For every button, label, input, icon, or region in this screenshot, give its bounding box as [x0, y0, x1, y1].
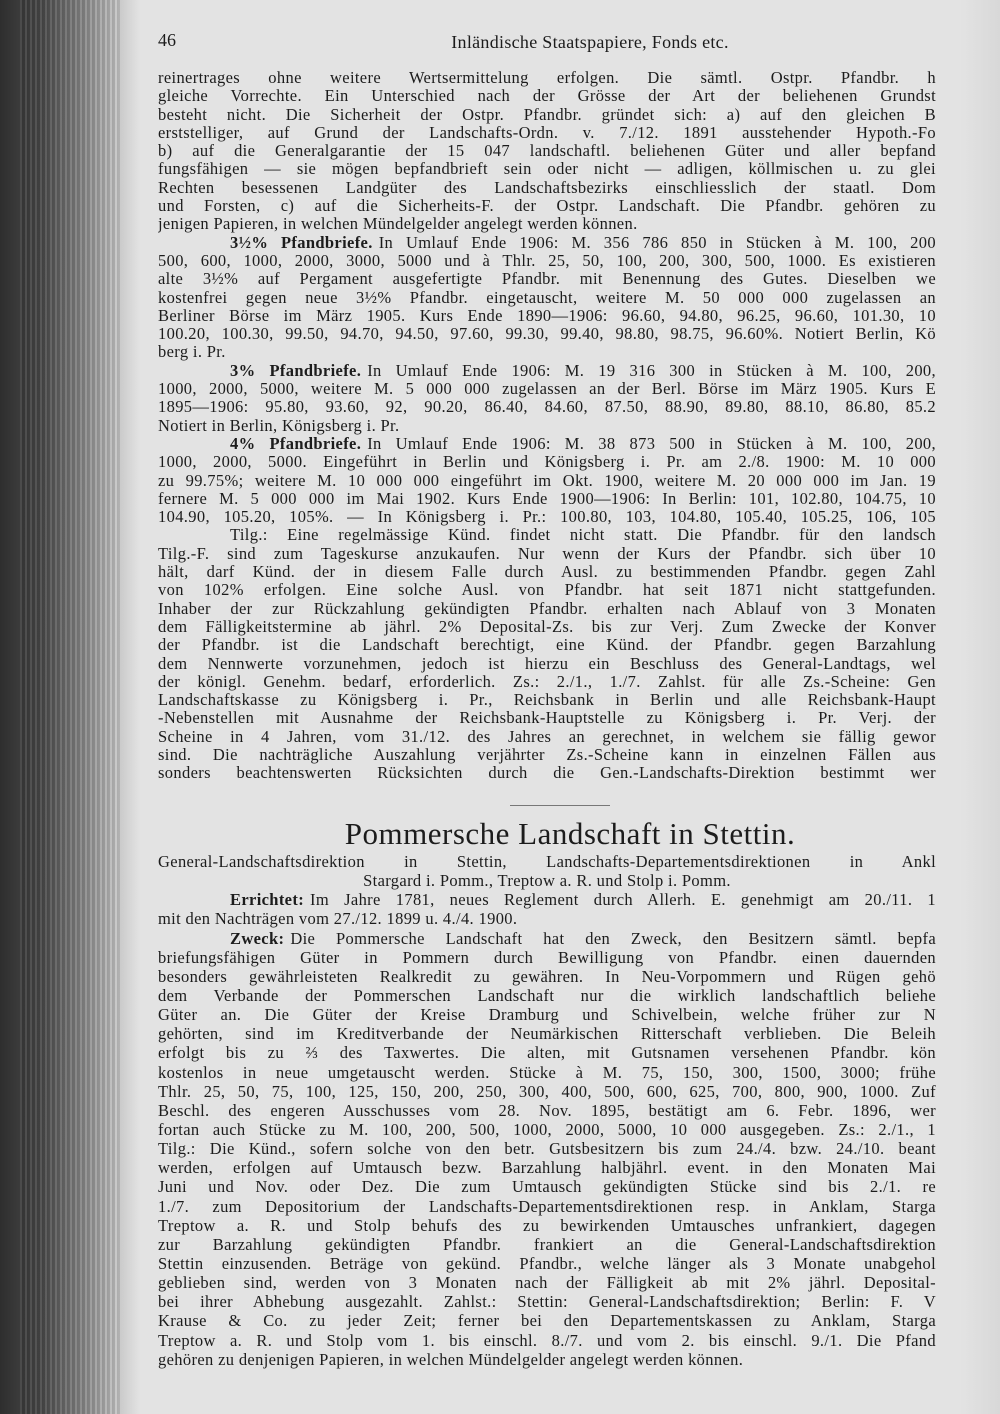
text-line — [158, 1043, 936, 1062]
text-line — [158, 871, 936, 890]
text-line — [158, 197, 936, 215]
book-gutter — [0, 0, 140, 1414]
text-line — [158, 142, 936, 160]
text-line — [158, 160, 936, 178]
text-line — [158, 234, 936, 252]
line-text: In Umlauf Ende 1906: M. 19 316 300 in Stücken à M. 100, 200, — [367, 361, 936, 380]
text-line — [158, 1158, 936, 1177]
line-text: dem Verbande der Pommerschen Landschaft nur die wirklich landschaftlich beliehe — [158, 985, 936, 1005]
text-line — [158, 215, 936, 233]
line-text: Treptow a. R. und Stolp vom 1. bis einschl. 8./7. und vom 2. bis einschl. 9./1. Die Pfand — [158, 1330, 936, 1350]
line-text: besteht nicht. Die Sicherheit der Ostpr. Pfandbr. gründet sich: a) auf den gleichen B — [158, 105, 936, 124]
text-line — [158, 398, 936, 416]
text-line — [158, 890, 936, 909]
text-line — [158, 929, 936, 948]
line-text: 500, 600, 1000, 2000, 3000, 5000 und à Thlr. 25, 50, 100, 200, 300, 500, 1000. Es existieren — [158, 251, 936, 270]
line-text: besonders gewährleisteten Realkredit zu gewähren. In Neu-Vorpommern und Rügen gehö — [158, 966, 936, 986]
paragraph-heading: Zweck: — [230, 928, 285, 948]
text-line — [158, 472, 936, 490]
text-line — [158, 1273, 936, 1292]
page-right-edge — [960, 0, 1000, 1414]
line-text: -Nebenstellen mit Ausnahme der Reichsbank-Hauptstelle zu Königsberg i. Pr. Verj. der — [158, 709, 936, 728]
line-text: Beschl. des engeren Ausschusses vom 28. Nov. 1895, bestätigt am 6. Febr. 1896, wer — [158, 1100, 936, 1120]
line-text: erststelliger, auf Grund der Landschafts-Ordn. v. 7./12. 1891 ausstehender Hypoth.-Fo — [158, 123, 936, 142]
line-text: General-Landschaftsdirektion in Stettin, Landschafts-Departementsdirektionen in Ankl — [158, 852, 936, 871]
text-line — [158, 1101, 936, 1120]
line-text: und Forsten, c) auf die Sicherheits-F. der Ostpr. Landschaft. Die Pfandbr. gehören zu — [158, 197, 936, 216]
text-line — [158, 508, 936, 526]
text-line — [158, 986, 936, 1005]
paragraph-heading: Errichtet: — [230, 890, 305, 910]
text-line — [158, 1216, 936, 1235]
text-line — [158, 435, 936, 453]
line-text: werden, erfolgen auf Umtausch bezw. Barzahlung halbjährl. event. in den Monaten Mai — [158, 1158, 936, 1178]
line-text: sind. Die nachträgliche Auszahlung verjährter Zs.-Scheine kann in einzelnen Fällen aus — [158, 745, 936, 764]
line-text: briefungsfähigen Güter in Pommern durch Bewilligung von Pfandbr. einen dauernden — [158, 947, 936, 967]
text-line — [158, 1197, 936, 1216]
line-text: zu 99.75%; weitere M. 10 000 000 eingeführt im Okt. 1900, weitere M. 20 000 000 im Jan. 19 — [158, 471, 936, 490]
line-text: fungsfähigen — sie mögen bepfandbrieft sein oder nicht — adligen, köllmischen u. zu glei — [158, 160, 936, 179]
line-text: kostenlos in neue umgetauscht werden. Stücke à M. 75, 150, 300, 1500, 3000; frühe — [158, 1062, 936, 1082]
text-line — [158, 600, 936, 618]
text-line — [158, 69, 936, 87]
text-line — [158, 325, 936, 343]
line-text: Berliner Börse im März 1905. Kurs Ende 1890—1906: 96.60, 94.80, 96.25, 96.60, 101.30, 10 — [158, 306, 936, 325]
running-title: Inländische Staatspapiere, Fonds etc. — [451, 32, 729, 52]
line-text: zur Barzahlung gekündigten Pfandbr. frankiert an die General-Landschaftsdirektion — [158, 1234, 936, 1254]
text-line — [158, 453, 936, 471]
text-line — [158, 179, 936, 197]
line-text: dem Nennwerte vorzunehmen, jedoch ist hierzu ein Beschluss des General-Landtags, wel — [158, 654, 936, 673]
text-line — [158, 636, 936, 654]
text-line — [158, 380, 936, 398]
text-line — [158, 362, 936, 380]
line-text: Tilg.: Die Künd., sofern solche von den betr. Gutsbesitzern bis zum 24./4. bzw. 24./10. beant — [158, 1139, 936, 1159]
text-line — [158, 289, 936, 307]
text-line — [158, 1139, 936, 1158]
text-line — [158, 1254, 936, 1273]
section-ostpreussische-pfandbriefe — [158, 69, 936, 783]
line-text: Tilg.: Eine regelmässige Künd. findet nicht statt. Die Pfandbr. für den landsch — [230, 526, 936, 545]
text-line — [158, 1311, 936, 1330]
line-text: fernere M. 5 000 000 im Mai 1902. Kurs Ende 1900—1906: In Berlin: 101, 102.80, 104.75, 10 — [158, 489, 936, 508]
text-line — [158, 709, 936, 727]
text-line — [158, 673, 936, 691]
line-text: In Umlauf Ende 1906: M. 356 786 850 in Stücken à M. 100, 200 — [378, 233, 936, 252]
line-text: Krause & Co. zu jeder Zeit; ferner bei den Departementskassen zu Anklam, Starga — [158, 1311, 936, 1331]
line-text: geblieben sind, werden von 3 Monaten nach der Fälligkeit ab mit 2% jährl. Deposital- — [158, 1273, 936, 1293]
text-line — [158, 417, 936, 435]
line-text: 1000, 2000, 5000, weitere M. 5 000 000 zugelassen an der Berl. Börse im März 1905. Kurs E — [158, 380, 936, 399]
line-text: Thlr. 25, 50, 75, 100, 125, 150, 200, 250, 300, 400, 500, 600, 625, 700, 800, 900, 1000. Zuf — [158, 1081, 936, 1101]
line-text: Juni und Nov. oder Dez. Die zum Umtausch gekündigten Stücke sind bis 2./1. re — [158, 1177, 936, 1197]
text-line — [158, 618, 936, 636]
text-line — [158, 909, 936, 928]
line-text: jenigen Papieren, in welchen Mündelgelder angelegt werden können. — [158, 215, 638, 234]
line-text: b) auf die Generalgarantie der 15 047 landschaftl. beliehenen Güter und aller bepfand — [158, 142, 936, 161]
line-text: kostenfrei gegen neue 3½% Pfandbr. eingetauscht, weitere M. 50 000 000 zugelassen an — [158, 288, 936, 307]
text-line — [158, 1177, 936, 1196]
text-line — [158, 1063, 936, 1082]
line-text: von 102% erfolgen. Eine solche Ausl. von Pfandbr. hat seit 1871 nicht stattgefunden. — [158, 581, 936, 600]
line-text: 1895—1906: 95.80, 93.60, 92, 90.20, 86.40, 84.60, 87.50, 88.90, 89.80, 88.10, 86.80, 85.2 — [158, 398, 936, 417]
line-text: alte 3½% auf Pergament ausgefertigte Pfandbr. mit Benennung des Gutes. Dieselben we — [158, 270, 936, 289]
section-pommersche-landschaft — [158, 852, 936, 1369]
line-text: Güter an. Die Güter der Kreise Dramburg und Schivelbein, welche früher zur N — [158, 1005, 936, 1025]
section-divider — [510, 805, 610, 806]
line-text: sonders beachtenswerten Rücksichten durch die Gen.-Landschafts-Direktion bestimmt wer — [158, 764, 936, 783]
text-line — [158, 1235, 936, 1254]
line-text: dem Fälligkeitstermine ab jährl. 2% Deposital-Zs. bis zur Verj. Zum Zwecke der Konver — [158, 617, 936, 636]
line-text: gehörten, sind im Kreditverbande der Neumärkischen Ritterschaft verblieben. Die Beleih — [158, 1024, 936, 1044]
line-text: 1000, 2000, 5000. Eingeführt in Berlin und Königsberg i. Pr. am 2./8. 1900: M. 10 000 — [158, 453, 936, 472]
line-text: erfolgt bis zu ⅔ des Taxwertes. Die alten, mit Gutsnamen versehenen Pfandbr. kön — [158, 1043, 936, 1063]
text-line — [158, 1005, 936, 1024]
line-text: Scheine in 4 Jahren, vom 31./12. des Jahres an gerechnet, in welchem sie fällig gewor — [158, 727, 936, 746]
text-line — [158, 852, 936, 871]
text-line — [158, 87, 936, 105]
line-text: gleiche Vorrechte. Ein Unterschied nach der Grösse der Art der beliehenen Grundst — [158, 87, 936, 106]
text-line — [158, 490, 936, 508]
line-text: Im Jahre 1781, neues Reglement durch Allerh. E. genehmigt am 20./11. 1 — [310, 890, 936, 910]
line-text: Tilg.-F. sind zum Tageskurse anzukaufen. Nur wenn der Kurs der Pfandbr. sich über 10 — [158, 544, 936, 563]
line-text: berg i. Pr. — [158, 343, 226, 362]
text-line — [158, 343, 936, 361]
line-text: hält, darf Künd. der in diesem Falle durch Ausl. zu bestimmenden Pfandbr. gegen Zahl — [158, 563, 936, 582]
text-line — [158, 1082, 936, 1101]
page-number: 46 — [158, 30, 176, 50]
line-text: Rechten besessenen Landgüter des Landschaftsbezirks einschliesslich der staatl. Dom — [158, 178, 936, 197]
text-line — [158, 1350, 936, 1369]
text-line — [158, 1120, 936, 1139]
line-text: Die Pommersche Landschaft hat den Zweck, den Besitzern sämtl. bepfa — [290, 928, 936, 948]
text-line — [158, 1024, 936, 1043]
text-line — [158, 1331, 936, 1350]
paragraph-heading: 4% Pfandbriefe. — [230, 434, 362, 453]
line-text: bei ihrer Abhebung ausgezahlt. Zahlst.: Stettin: General-Landschaftsdirektion; Berlin: F. V — [158, 1292, 936, 1312]
line-text: 104.90, 105.20, 105%. — In Königsberg i. Pr.: 100.80, 103, 104.80, 105.40, 105.25, 106, 105 — [158, 508, 936, 527]
line-text: der königl. Genehm. bedarf, erforderlich. Zs.: 2./1., 1./7. Zahlst. für alle Zs.-Scheine: Gen — [158, 672, 936, 691]
text-line — [158, 563, 936, 581]
text-line — [158, 106, 936, 124]
line-text: reinertrages ohne weitere Wertsermittelung erfolgen. Die sämtl. Ostpr. Pfandbr. h — [158, 69, 936, 87]
line-text: gehören zu denjenigen Papieren, in welchen Mündelgelder angelegt werden können. — [158, 1349, 744, 1369]
line-text: der Pfandbr. ist die Landschaft berechtigt, eine Künd. der Pfandbr. gegen Barzahlung — [158, 636, 936, 655]
line-text: Stargard i. Pomm., Treptow a. R. und Stolp i. Pomm. — [363, 871, 731, 891]
section-title: Pommersche Landschaft in Stettin. — [344, 816, 796, 851]
text-line — [158, 252, 936, 270]
line-text: 100.20, 100.30, 99.50, 94.70, 94.50, 97.60, 99.30, 99.40, 98.80, 98.75, 96.60%. Notiert Berlin, Kö — [158, 325, 936, 344]
line-text: Treptow a. R. und Stolp behufs des zu bewirkenden Umtausches unfrankiert, dagegen — [158, 1215, 936, 1235]
text-line — [158, 764, 936, 782]
text-line — [158, 691, 936, 709]
text-line — [158, 728, 936, 746]
text-line — [158, 967, 936, 986]
line-text: Stettin einzusenden. Beträge von gekünd. Pfandbr., welche länger als 3 Monate unabgehol — [158, 1253, 936, 1273]
paragraph-heading: 3% Pfandbriefe. — [230, 361, 362, 380]
text-line — [158, 746, 936, 764]
line-text: fortan auch Stücke zu M. 100, 200, 500, 1000, 2000, 5000, 10 000 ausgegeben. Zs.: 2./1., 1 — [158, 1119, 936, 1139]
text-line — [158, 655, 936, 673]
text-line — [158, 948, 936, 967]
line-text: mit den Nachträgen vom 27./12. 1899 u. 4./4. 1900. — [158, 909, 518, 929]
text-line — [158, 307, 936, 325]
paragraph-heading: 3½% Pfandbriefe. — [230, 233, 373, 252]
line-text: Notiert in Berlin, Königsberg i. Pr. — [158, 416, 400, 435]
line-text: In Umlauf Ende 1906: M. 38 873 500 in Stücken à M. 100, 200, — [367, 434, 936, 453]
line-text: Landschaftskasse zu Königsberg i. Pr., Reichsbank in Berlin und alle Reichsbank-Haupt — [158, 691, 936, 710]
text-line — [158, 1292, 936, 1311]
text-line — [158, 581, 936, 599]
text-line — [158, 526, 936, 544]
text-line — [158, 545, 936, 563]
text-line — [158, 270, 936, 288]
line-text: Inhaber der zur Rückzahlung gekündigten Pfandbr. erhalten nach Ablauf von 3 Monaten — [158, 599, 936, 618]
text-line — [158, 124, 936, 142]
line-text: 1./7. zum Depositorium der Landschafts-Departementsdirektionen resp. in Anklam, Starga — [158, 1196, 936, 1216]
